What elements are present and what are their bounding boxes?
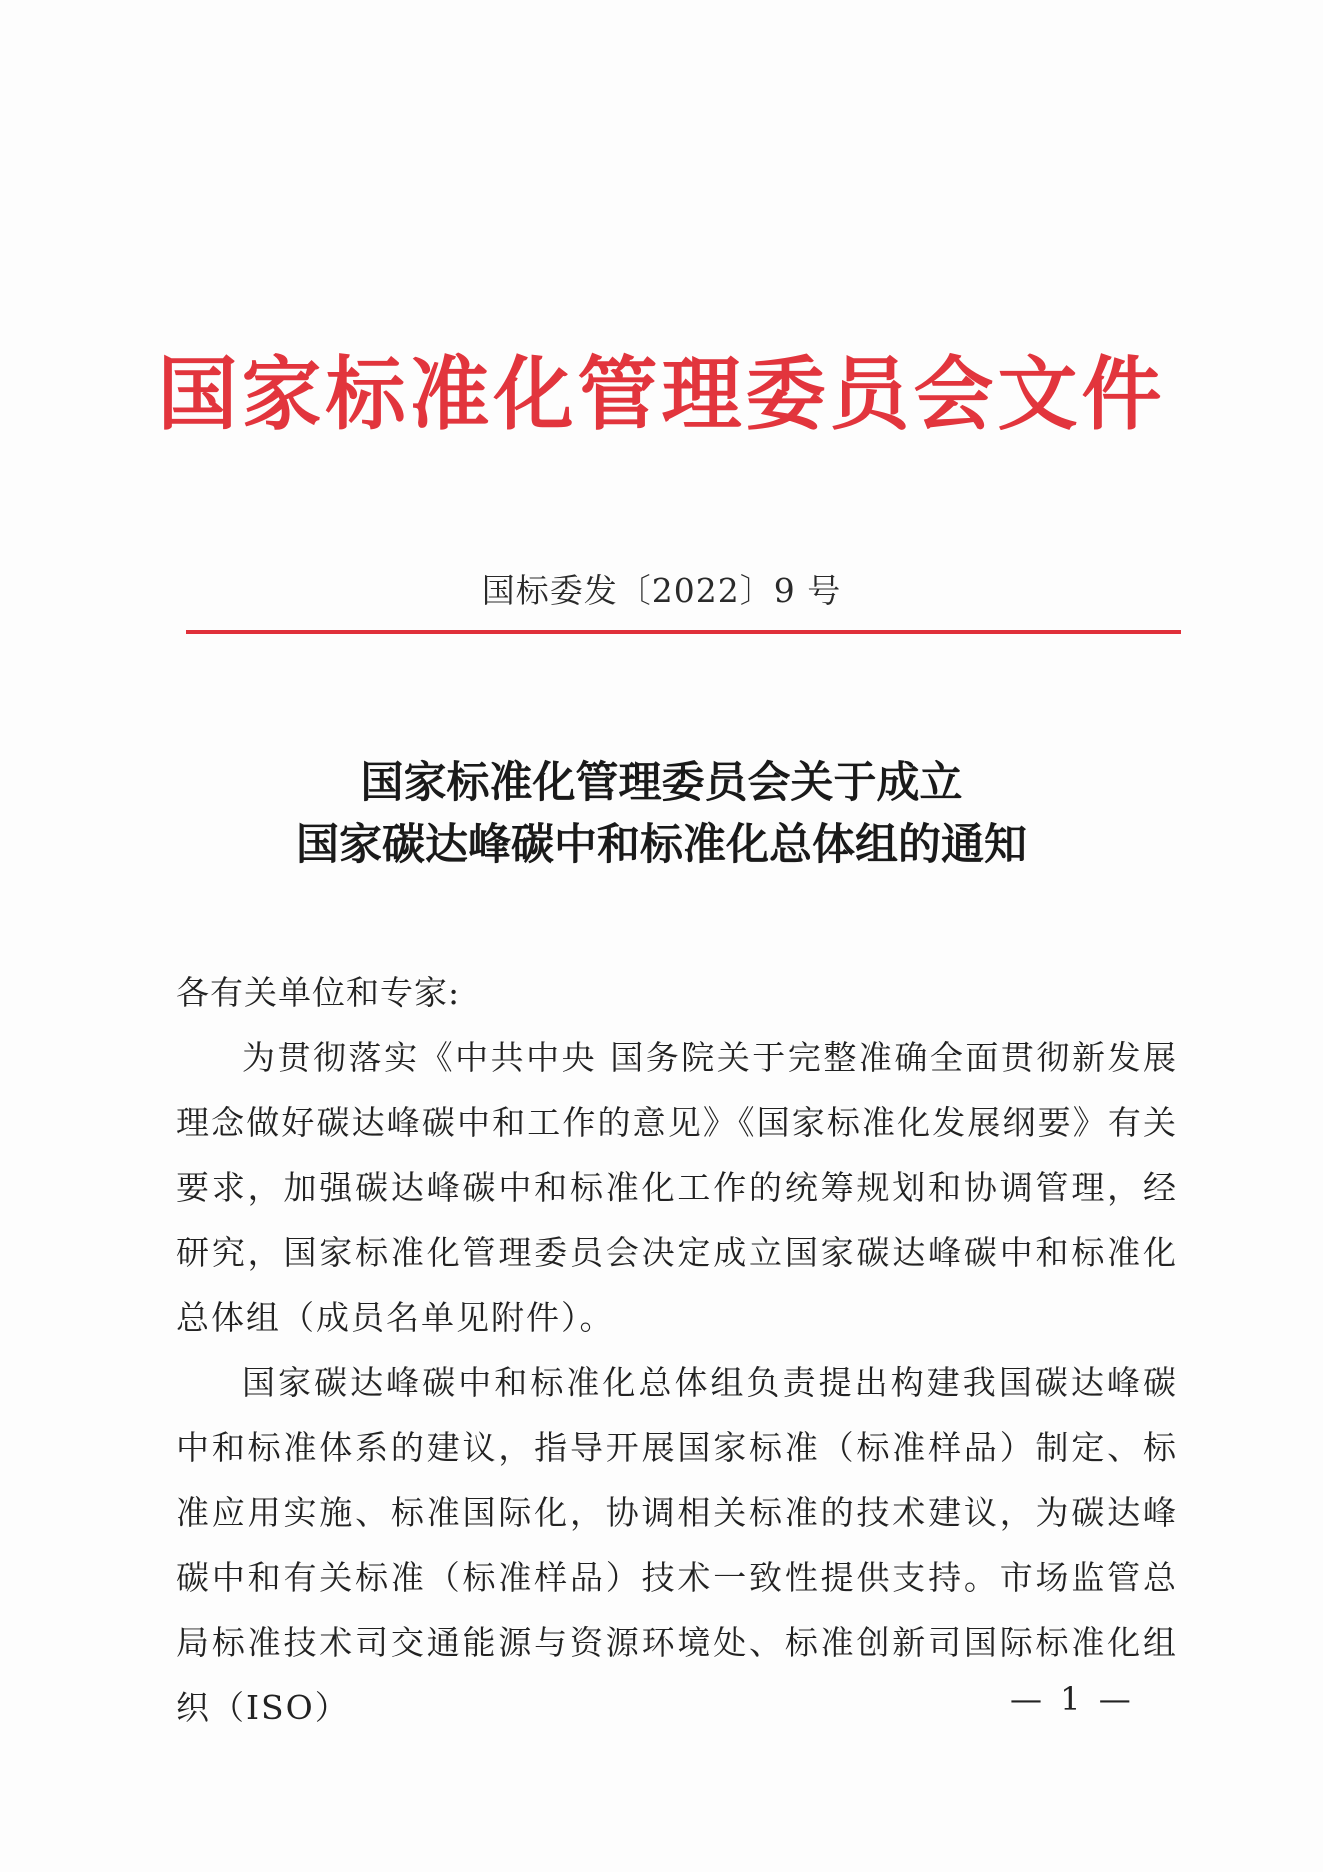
- masthead-title: 国家标准化管理委员会文件: [157, 348, 1166, 441]
- notice-title-line-2: 国家碳达峰碳中和标准化总体组的通知: [296, 820, 1027, 870]
- document-number: 国标委发〔2022〕9 号: [481, 571, 842, 610]
- notice-title-line-1: 国家标准化管理委员会关于成立: [360, 758, 963, 808]
- notice-body: [176, 960, 1178, 1740]
- body-paragraph-1: 为贯彻落实《中共中央 国务院关于完整准确全面贯彻新发展理念做好碳达峰碳中和工作的意见》《国家标准化发展纲要》有关要求，加强碳达峰碳中和标准化工作的统筹规划和协调管理，经研究，国家标准化管理委员会决定成立国家碳达峰碳中和标准化总体组（成员名单见附件）。: [176, 1038, 1178, 1337]
- body-paragraph-2: 国家碳达峰碳中和标准化总体组负责提出构建我国碳达峰碳中和标准体系的建议，指导开展国家标准（标准样品）制定、标准应用实施、标准国际化，协调相关标准的技术建议，为碳达峰碳中和有关标准（标准样品）技术一致性提供支持。市场监管总局标准技术司交通能源与资源环境处、标准创新司国际标准化组织（ISO）: [176, 1363, 1178, 1727]
- red-divider-line: [186, 630, 1181, 634]
- salutation: 各有关单位和专家:: [176, 973, 461, 1012]
- page-number: — 1 —: [1010, 1680, 1135, 1718]
- notice-title: [0, 752, 1323, 876]
